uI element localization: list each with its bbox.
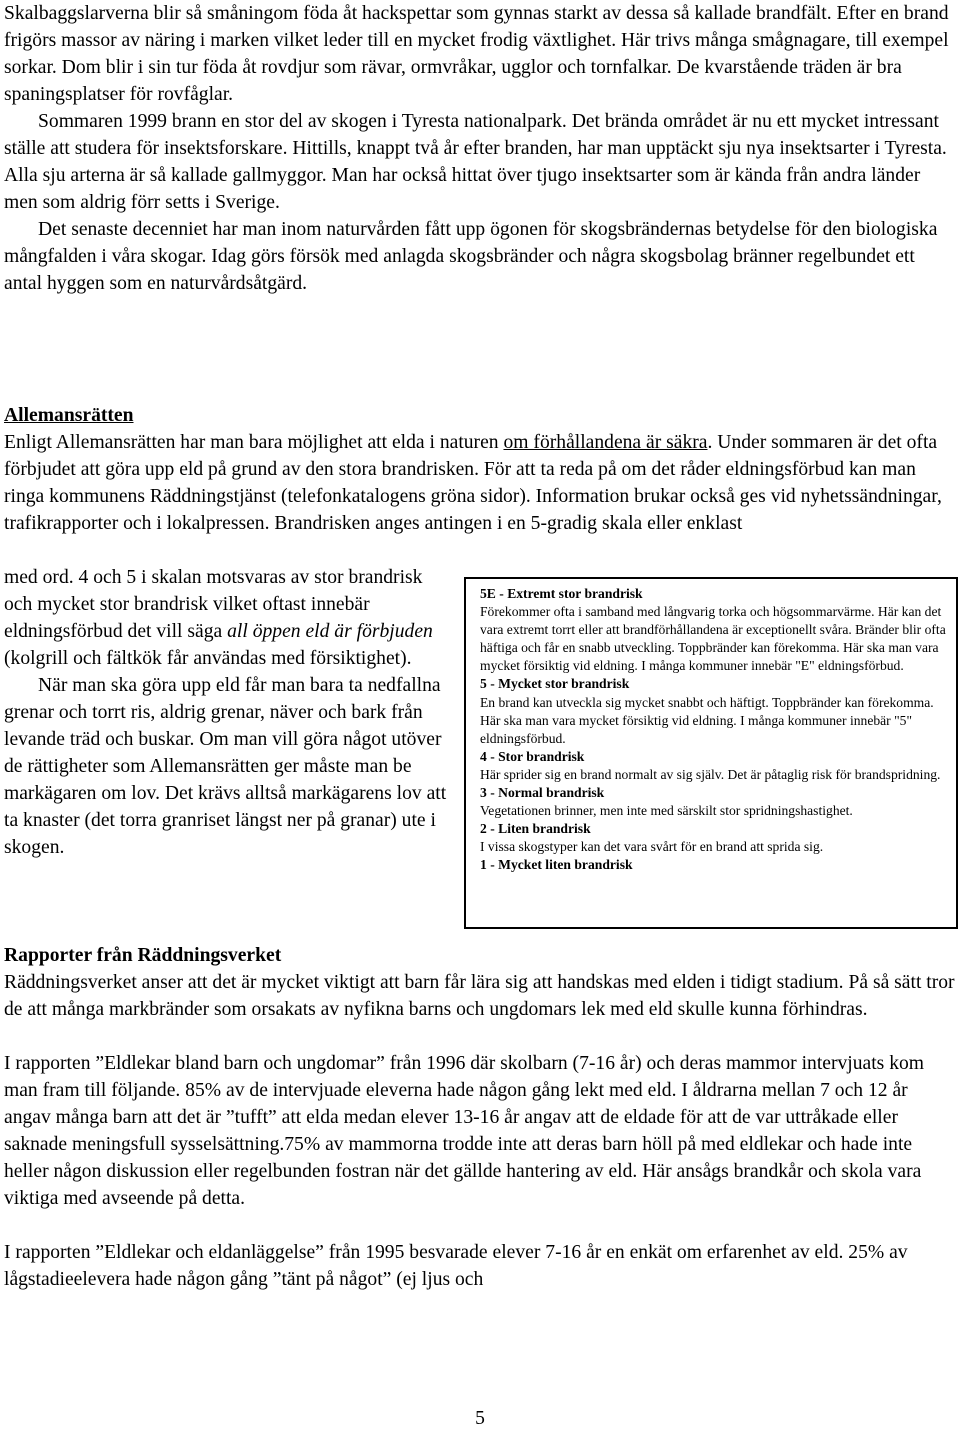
allemansratten-paragraph-1 [4,429,956,537]
intro-section [4,0,956,297]
allemansratten-p1-end: . Under sommaren är det ofta förbjudet att göra upp eld på grund av den stora brandrisken. För att ta reda på om det råder eldningsförbud kan man ringa kommunens Räddningstjänst (telefonkatalogens gröna sidor). Information brukar också ges vid nyhetssändningar, trafikrapporter och i lokalpressen. Brandrisken anges antingen i en 5-gradig skala eller enklast [4,432,942,534]
allemansratten-section [4,402,956,537]
page-number: 5 [475,1408,485,1429]
allemansratten-left-column [4,564,452,861]
risk-level-label: 1 - Mycket liten brandrisk [480,857,633,873]
raddningsverket-paragraph-1: Räddningsverket anser att det är mycket viktigt att barn får lära sig att handskas med elden i tidigt stadium. På så sätt tror de att många markbränder som orsakats av nyfikna barns och ungdomars lek med eld skulle kunna förhindras. [4,972,955,1020]
risk-level-label: 2 - Liten brandrisk [480,821,591,837]
allemansratten-paragraph-1-cont [4,564,452,672]
allemansratten-p1-line-last: med ord. 4 och 5 i skalan motsvaras av stor brandrisk och mycket stor brandrisk vilket oftast innebär eldningsförbud det vill säga [4,567,423,642]
safe-conditions-link[interactable]: om förhållandena är säkra [503,432,708,453]
fire-risk-scale-box [464,577,958,929]
raddningsverket-heading: Rapporter från Räddningsverket [4,945,282,966]
risk-level-text: Förekommer ofta i samband med långvarig torka och högsommarvärme. Här kan det vara extremt torrt eller att brandförhållandena är exceptionellt svåra. Bränder blir ofta häftiga och får en snabb utveckling. Toppbränder kan förekomma. Här ska man vara mycket försiktig vid eldning. I många kommuner innebär "E" eldningsförbud. [480,604,946,674]
fire-risk-scale-list [480,585,950,875]
risk-level-label: 5E - Extremt stor brandrisk [480,586,643,601]
intro-paragraph-3: Det senaste decenniet har man inom naturvården fått upp ögonen för skogsbrändernas betydelse för den biologiska mångfalden i våra skogar. Idag görs försök med anlagda skogsbränder och några skogsbolag bränner regelbundet ett antal hyggen som en naturvårdsåtgärd. [4,219,938,294]
intro-paragraph-1: Skalbaggslarverna blir så småningom föda åt hackspettar som gynnas starkt av dessa så kallade brandfält. Efter en brand frigörs massor av näring i marken vilket leder till en mycket frodig växtlighet. Här trivs många smågnagare, till exempel sorkar. Dom blir i sin tur föda åt rovdjur som rävar, ormvråkar, ugglor och tornfalkar. De kvarstående träden är bra spaningsplatser för rovfåglar. [4,3,949,105]
allemansratten-paragraph-2: När man ska göra upp eld får man bara ta nedfallna grenar och torrt ris, aldrig grenar, näver och bark från levande träd och buskar. Om man vill göra något utöver de rättigheter som Allemansrätten ger måste man be markägaren om lov. Det krävs alltså markägarens lov att ta knaster (det torra granriset längst ner på granar) ute i skogen. [4,675,447,858]
allemansratten-heading: Allemansrätten [4,405,134,426]
intro-paragraph-2: Sommaren 1999 brann en stor del av skogen i Tyresta nationalpark. Det brända området är nu ett mycket intressant ställe att studera för insektsforskare. Hittills, knappt två år efter branden, har man upptäckt sju nya insektsarter i Tyresta. Alla sju arterna är så kallade gallmyggor. Man har också hittat över tjugo insektsarter som är kända från andra länder men som aldrig förr setts i Sverige. [4,111,947,213]
raddningsverket-paragraph-2: I rapporten ”Eldlekar bland barn och ungdomar” från 1996 där skolbarn (7-16 år) och deras mammor intervjuats kom man fram till följande. 85% av de intervjuade eleverna hade någon gång lekt med eld. I åldrarna mellan 7 och 12 år angav många barn att det är ”tufft” att elda medan elever 13-16 år angav att de eldade för att de var uttråkade eller saknade meningsfull sysselsättning.75% av mammorna trodde inte att deras barn höll på med eldlekar och hade inte heller någon diskussion eller regelbunden fostran när det gällde hantering av eld. Här ansågs brandkår och skola vara viktiga med avseende på detta. [4,1053,925,1209]
risk-level-text: I vissa skogstyper kan det vara svårt för en brand att sprida sig. [480,839,824,855]
risk-level-label: 3 - Normal brandrisk [480,785,605,801]
open-fire-forbidden-text: all öppen eld är förbjuden [227,621,433,642]
raddningsverket-section [4,942,956,1293]
risk-level-text: Här sprider sig en brand normalt av sig själv. Det är påtaglig risk för brandspridning. [480,766,941,782]
risk-level-text: Vegetationen brinner, men inte med särskilt stor spridningshastighet. [480,803,853,819]
raddningsverket-paragraph-3: I rapporten ”Eldlekar och eldanläggelse” från 1995 besvarade elever 7-16 år en enkät om erfarenhet av eld. 25% av lågstadieelevera hade någon gång ”tänt på något” (ej ljus och [4,1242,908,1290]
allemansratten-p1-tail: (kolgrill och fältkök får användas med försiktighet). [4,648,412,669]
risk-level-label: 4 - Stor brandrisk [480,748,585,764]
risk-level-text: En brand kan utveckla sig mycket snabbt och häftigt. Toppbränder kan förekomma. Här ska man vara mycket försiktig vid eldning. I många kommuner innebär "5" eldningsförbud. [480,694,934,746]
allemansratten-p1-start: Enligt Allemansrätten har man bara möjlighet att elda i naturen [4,432,504,453]
risk-level-label: 5 - Mycket stor brandrisk [480,676,630,692]
